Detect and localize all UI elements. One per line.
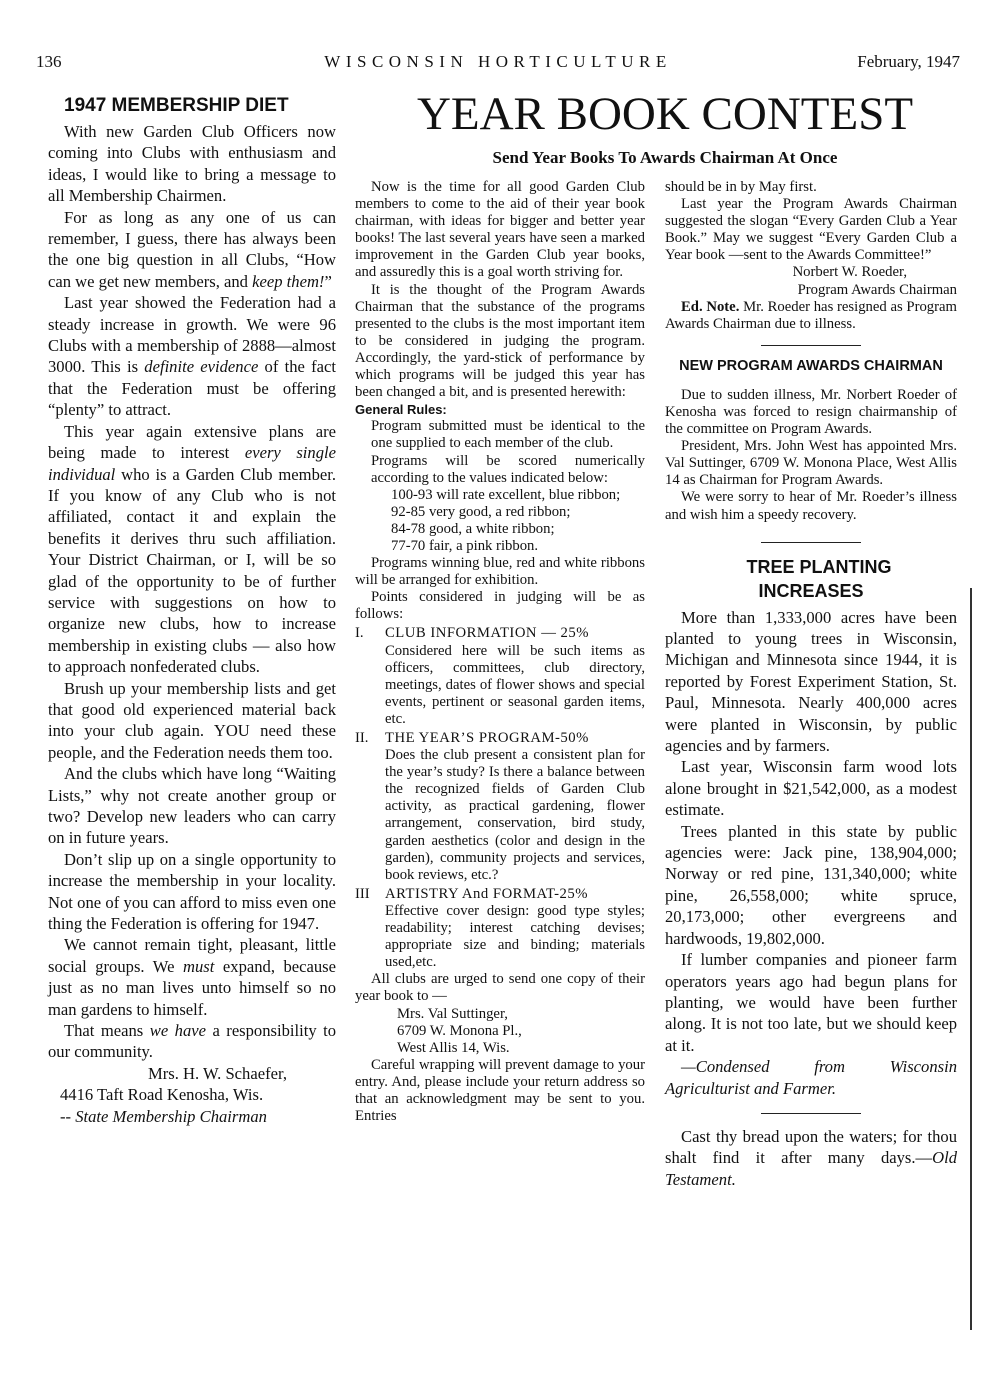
tree-article — [665, 555, 957, 1191]
address-line: Mrs. Val Suttinger, — [397, 1005, 508, 1022]
judging-section — [355, 886, 645, 971]
membership-paragraph: That means we have a responsibility to our community. — [48, 1021, 337, 1062]
section-heading: CLUB INFORMATION — 25% — [385, 625, 589, 642]
contest-paragraph: Careful wrapping will prevent damage to your entry. And, please include your return address so that an acknowledgment may be sent to you. Entries — [355, 1056, 645, 1125]
contest-paragraph: Programs winning blue, red and white ribbons will be arranged for exhibition. — [355, 555, 645, 589]
signature-address: 4416 Taft Road Kenosha, Wis. — [60, 1085, 264, 1105]
judging-section — [355, 730, 645, 884]
tree-title: TREE PLANTING INCREASES — [746, 556, 892, 601]
contest-article — [355, 179, 645, 1125]
rating: 77-70 fair, a pink ribbon. — [391, 537, 539, 554]
signature-title: -- State Membership Chairman — [60, 1106, 267, 1126]
new-chairman-title: NEW PROGRAM AWARDS CHAIRMAN — [679, 357, 943, 374]
contest-paragraph: It is the thought of the Program Awards Chairman that the substance of the programs presented to the clubs is the most important item to be considered in judging the program. Accordingly, the yard-stick of performance by which programs will be judged this year has been changed a bit, and is presented herewith: — [355, 281, 645, 401]
new-chairman-paragraph: Due to sudden illness, Mr. Norbert Roeder of Kenosha was forced to resign chairmanship of the committee on Program Awards. — [665, 386, 957, 438]
membership-paragraph: For as long as any one of us can remember, I guess, there has always been the one big question in all Clubs, “How can we get new members, and keep them!” — [48, 207, 336, 291]
contest-title: YEAR BOOK CONTEST — [416, 88, 914, 140]
section-number: I. — [355, 625, 364, 642]
quote: Cast thy bread upon the waters; for thou shalt find it after many days.—Old Testament. — [665, 1126, 957, 1189]
new-chairman-paragraph: President, Mrs. John West has appointed Mrs. Val Suttinger, 6709 W. Monona Place, West Allis 14 as Chairman for Program Awards. — [665, 438, 957, 489]
divider — [761, 345, 861, 346]
contest-signature-title: Program Awards Chairman — [797, 281, 957, 298]
membership-paragraph: Brush up your membership lists and get that good old experienced material back into your club again. YOU need these people, and the Federation needs them too. — [48, 678, 336, 762]
membership-signature — [48, 1063, 336, 1127]
rules-label: General Rules: — [355, 402, 447, 418]
journal-title: WISCONSIN HORTICULTURE — [324, 52, 672, 71]
divider — [761, 1113, 861, 1114]
contest-continuation: should be in by May first. — [665, 179, 817, 195]
tree-paragraph: More than 1,333,000 acres have been planted to young trees in Wisconsin, Michigan and Minnesota since 1944, it is reported by Forest Experiment Station, St. Paul, Minnesota. Nearly 400,000 acres were planted in Wisconsin, by public agencies and by farmers. — [665, 607, 957, 756]
contest-paragraph: All clubs are urged to send one copy of their year book to — — [355, 971, 645, 1005]
editor-note: Ed. Note. Mr. Roeder has resigned as Program Awards Chairman due to illness. — [665, 298, 957, 332]
section-heading: THE YEAR’S PROGRAM-50% — [385, 730, 589, 746]
membership-paragraph: We cannot remain tight, pleasant, little social groups. We must expand, because just as no man lives unto himself so no man gardens to himself. — [48, 935, 337, 1019]
contest-subtitle: Send Year Books To Awards Chairman At Once — [492, 148, 838, 167]
divider — [761, 542, 861, 543]
tree-source: —Condensed from Wisconsin Agriculturist and Farmer. — [665, 1057, 957, 1098]
membership-title: 1947 MEMBERSHIP DIET — [64, 95, 289, 116]
judging-section — [355, 625, 645, 728]
page-number: 136 — [36, 52, 62, 71]
section-heading: ARTISTRY And FORMAT-25% — [385, 885, 588, 902]
contest-paragraph: Last year the Program Awards Chairman suggested the slogan “Every Garden Club a Year Book.” May we suggest “Every Garden Club a Year book —sent to the Awards Committee!” — [665, 196, 957, 264]
rule: Programs will be scored numerically according to the values indicated below: — [371, 452, 645, 486]
membership-paragraph: Don’t slip up on a single opportunity to increase the membership in your locality. Not one of you can afford to miss even one thing the Federation is offering for 1947. — [48, 849, 336, 934]
tree-paragraph: If lumber companies and pioneer farm operators years ago had begun plans for planting, we would have been further along. It is not too late, but we should keep at it. — [665, 950, 957, 1055]
contest-paragraph: Points considered in judging will be as follows: — [355, 589, 645, 623]
address-line: West Allis 14, Wis. — [397, 1039, 510, 1056]
tree-paragraph: Trees planted in this state by public agencies were: Jack pine, 138,904,000; Norway or red pine, 131,340,000; white pine, 26,558,000; white spruce, 20,173,000; other evergreens and hardwoods, 19,802,000. — [665, 821, 957, 948]
membership-paragraph: And the clubs which have long “Waiting Lists,” why not create another group or two? Develop new leaders who can carry on in future years. — [48, 764, 336, 848]
section-body: Does the club present a consistent plan for the year’s study? Is there a balance between the recognized fields of Garden Club activity, as practical gardening, flower arrangement, conservation, bird study, garden aesthetics (color and design in the garden), community projects and services, book reviews, etc.? — [385, 747, 645, 883]
contest-paragraph: Now is the time for all good Garden Club members to come to the aid of their year book chairman, with ideas for bigger and better year books! The last several years have seen a marked improvement in the Garden Club year books, and assuredly this is a goal worth striving for. — [355, 179, 645, 281]
section-body: Considered here will be such items as officers, committees, club directory, meetings, dates of flower shows and special events, pertinent or seasonal garden items, etc. — [385, 642, 645, 727]
membership-paragraph: This year again extensive plans are being made to interest every single individual who is a Garden Club member. If you know of any Club who is not affiliated, contact it and explain the benefits it derives thru such affiliation. Your District Chairman, or I, will be so glad of the opportunity to be of further service with suggestions on how to organize new clubs, how to increase membership in existing clubs — also how to approach nonfederated clubs. — [48, 421, 336, 677]
tree-paragraph: Last year, Wisconsin farm wood lots alone brought in $21,542,000, as a modest estimate. — [665, 757, 957, 820]
column-edge-line — [970, 588, 972, 1330]
signature-name: Mrs. H. W. Schaefer, — [148, 1063, 287, 1083]
address-line: 6709 W. Monona Pl., — [397, 1022, 522, 1039]
issue-date: February, 1947 — [857, 52, 960, 71]
rule: Program submitted must be identical to the one supplied to each member of the club. — [371, 418, 645, 452]
membership-article — [48, 95, 336, 1127]
contest-signature-name: Norbert W. Roeder, — [792, 264, 907, 281]
rating: 84-78 good, a white ribbon; — [391, 520, 555, 537]
section-number: II. — [355, 730, 369, 746]
membership-paragraph: Last year showed the Federation had a steady increase in growth. We were 96 Clubs with a membership of 2888—almost 3000. This is definite evidence of the fact that the Federation must be offering “plenty” to attract. — [48, 293, 336, 420]
running-header — [36, 52, 960, 78]
section-body: Effective cover design: good type styles; readability; interest catching devises; appropriate size and binding; materials used,etc. — [385, 902, 645, 971]
rating: 92-85 very good, a red ribbon; — [391, 503, 571, 520]
right-column — [665, 179, 957, 1190]
section-number: III — [355, 885, 370, 902]
rating: 100-93 will rate excellent, blue ribbon; — [391, 486, 621, 503]
new-chairman-paragraph: We were sorry to hear of Mr. Roeder’s illness and wish him a speedy recovery. — [665, 489, 957, 523]
membership-paragraph: With new Garden Club Officers now coming into Clubs with enthusiasm and ideas, I would like to bring a message to all Membership Chairmen. — [48, 122, 336, 206]
